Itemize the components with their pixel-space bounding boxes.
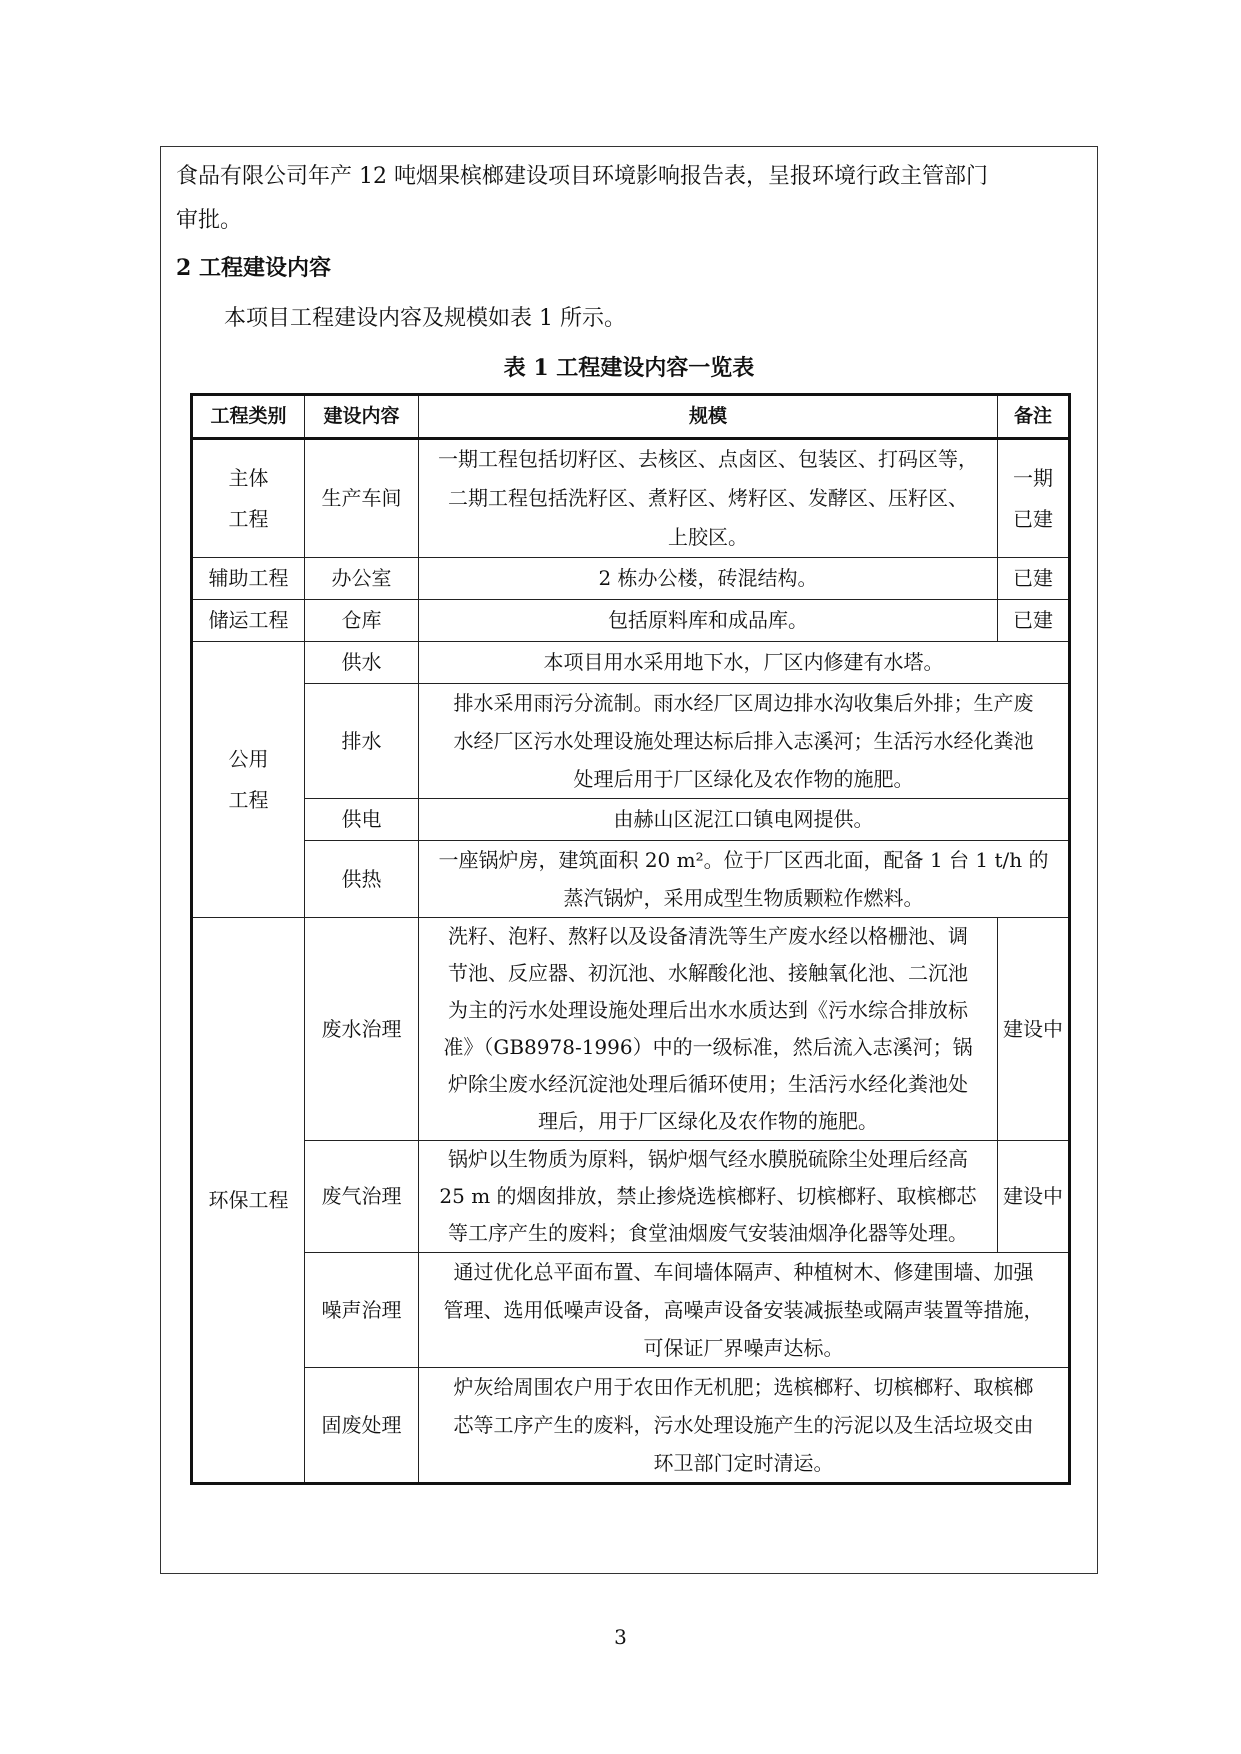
scale-cell: 洗籽、泡籽、熬籽以及设备清洗等生产废水经以格栅池、调 节池、反应器、初沉池、水解酸化池、接触氧化池、二沉池 为主的污水处理设施处理后出水水质达到《污水综合排放标 准》（GB8978-1996）中的一级标准，然后流入志溪河；锅 炉除尘废水经沉淀池处理后循环使用；生活污水经化粪池处 理后，用于厂区绿化及农作物的施肥。: [419, 918, 998, 1141]
scale-cell: 排水采用雨污分流制。雨水经厂区周边排水沟收集后外排；生产废 水经厂区污水处理设施处理达标后排入志溪河；生活污水经化粪池 处理后用于厂区绿化及农作物的施肥。: [419, 684, 1070, 799]
scale-cell: 通过优化总平面布置、车间墙体隔声、种植树木、修建围墙、加强 管理、选用低噪声设备，高噪声设备安装减振垫或隔声装置等措施， 可保证厂界噪声达标。: [419, 1253, 1070, 1368]
scale-cell: 炉灰给周围农户用于农田作无机肥；选槟榔籽、切槟榔籽、取槟榔 芯等工序产生的废料，污水处理设施产生的污泥以及生活垃圾交由 环卫部门定时清运。: [419, 1368, 1070, 1484]
section-heading: 2 工程建设内容: [176, 255, 331, 281]
table-row: [192, 841, 1070, 918]
content-cell: 固废处理: [305, 1368, 419, 1484]
content-cell: 供热: [305, 841, 419, 918]
intro-line-1: 食品有限公司年产 12 吨烟果槟榔建设项目环境影响报告表，呈报环境行政主管部门: [176, 164, 988, 189]
content-cell: 排水: [305, 684, 419, 799]
remark-cell: 一期 已建: [998, 439, 1070, 558]
category-cell: 公用 工程: [192, 642, 305, 918]
remark-cell: 已建: [998, 558, 1070, 600]
content-cell: 供水: [305, 642, 419, 684]
table-caption: 表 1 工程建设内容一览表: [503, 355, 755, 381]
content-cell: 办公室: [305, 558, 419, 600]
scale-cell: 一期工程包括切籽区、去核区、点卤区、包装区、打码区等， 二期工程包括洗籽区、煮籽区、烤籽区、发酵区、压籽区、 上胶区。: [419, 439, 998, 558]
table-row: [192, 684, 1070, 799]
page-number: 3: [614, 1625, 627, 1649]
table-row: [192, 1253, 1070, 1368]
table-row: [192, 1368, 1070, 1484]
table-row: [192, 1141, 1070, 1253]
header-remark: 备注: [998, 395, 1070, 439]
table-row: [192, 439, 1070, 558]
section-text: 本项目工程建设内容及规模如表 1 所示。: [224, 306, 626, 331]
header-scale: 规模: [419, 395, 998, 439]
content-cell: 供电: [305, 799, 419, 841]
table-row: [192, 600, 1070, 642]
remark-cell: 已建: [998, 600, 1070, 642]
table-row: [192, 558, 1070, 600]
construction-table: [190, 393, 1071, 1485]
content-cell: 仓库: [305, 600, 419, 642]
intro-line-2: 审批。: [176, 208, 243, 233]
table-header-row: [192, 395, 1070, 439]
scale-cell: 一座锅炉房，建筑面积 20 m²。位于厂区西北面，配备 1 台 1 t/h 的 蒸汽锅炉，采用成型生物质颗粒作燃料。: [419, 841, 1070, 918]
remark-cell: 建设中: [998, 918, 1070, 1141]
scale-cell: 本项目用水采用地下水，厂区内修建有水塔。: [419, 642, 1070, 684]
category-cell: 环保工程: [192, 918, 305, 1484]
content-cell: 废水治理: [305, 918, 419, 1141]
content-cell: 废气治理: [305, 1141, 419, 1253]
scale-cell: 包括原料库和成品库。: [419, 600, 998, 642]
scale-cell: 2 栋办公楼，砖混结构。: [419, 558, 998, 600]
content-cell: 生产车间: [305, 439, 419, 558]
header-category: 工程类别: [192, 395, 305, 439]
header-content: 建设内容: [305, 395, 419, 439]
category-cell: 辅助工程: [192, 558, 305, 600]
category-cell: 储运工程: [192, 600, 305, 642]
table-row: [192, 799, 1070, 841]
content-cell: 噪声治理: [305, 1253, 419, 1368]
remark-cell: 建设中: [998, 1141, 1070, 1253]
scale-cell: 由赫山区泥江口镇电网提供。: [419, 799, 1070, 841]
scale-cell: 锅炉以生物质为原料，锅炉烟气经水膜脱硫除尘处理后经高 25 m 的烟囱排放，禁止掺烧选槟榔籽、切槟榔籽、取槟榔芯 等工序产生的废料；食堂油烟废气安装油烟净化器等处理。: [419, 1141, 998, 1253]
table-row: [192, 918, 1070, 1141]
table-row: [192, 642, 1070, 684]
category-cell: 主体 工程: [192, 439, 305, 558]
